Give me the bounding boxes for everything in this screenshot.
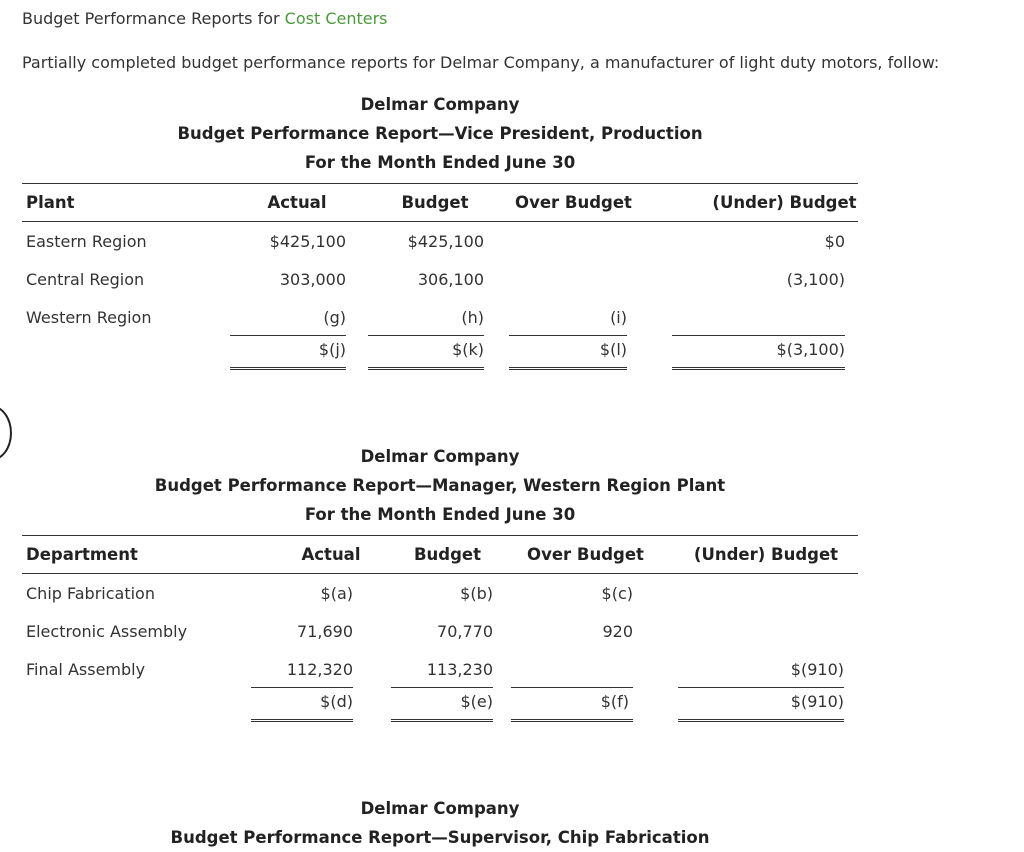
intro-paragraph: Partially completed budget performance reports for Delmar Company, a manufacturer of light duty motors, follow: [22,53,940,72]
cell-under [654,574,858,613]
total-under: $(910) [654,688,858,726]
total-label [22,336,208,374]
col-plant: Plant [22,184,208,222]
row-label: Central Region [26,269,145,289]
row-label: Eastern Region [26,231,147,251]
table-row [22,612,858,650]
total-over: $(f) [493,688,654,726]
cell-budget: 306,100 [417,269,484,289]
col-under-budget: (Under) Budget [651,184,858,222]
cell-over: (i) [484,298,651,336]
report1-table [22,183,858,374]
page-heading [22,9,388,29]
col-under-budget: (Under) Budget [654,536,858,574]
total-actual: $(d) [251,688,372,726]
total-budget: $(k) [346,336,484,374]
report1-header [22,90,858,177]
cell-actual: $(a) [320,583,353,603]
heading-text: Budget Performance Reports for [22,9,285,28]
report2-header-row [22,536,858,574]
cell-under: $(910) [654,650,858,688]
cell-over [484,260,651,298]
report2-period: For the Month Ended June 30 [304,505,576,524]
circle-marker-icon [0,405,12,461]
cell-under [651,298,858,336]
row-label: Final Assembly [26,659,146,679]
col-over-budget: Over Budget [484,184,651,222]
report2-header [22,442,858,529]
report3-title: Budget Performance Report—Supervisor, Chip Fabrication [170,828,710,847]
total-over: $(l) [484,336,651,374]
report1-header-row [22,184,858,222]
cell-actual: 303,000 [279,269,346,289]
table-row [22,574,858,613]
cost-centers-link[interactable]: Cost Centers [284,9,388,28]
report1-company: Delmar Company [360,95,520,114]
cell-over [484,222,651,261]
total-under: $(3,100) [651,336,858,374]
col-budget: Budget [372,536,493,574]
report1-period: For the Month Ended June 30 [304,153,576,172]
table-row [22,298,858,336]
cell-actual: $425,100 [269,231,346,251]
cell-over: 920 [602,621,633,641]
table-row [22,260,858,298]
col-actual: Actual [251,536,372,574]
total-actual: $(j) [208,336,346,374]
cell-under: (3,100) [786,269,845,289]
row-label: Western Region [26,307,152,327]
cell-budget: $425,100 [407,231,484,251]
col-over-budget: Over Budget [493,536,654,574]
report1-title: Budget Performance Report—Vice President, Production [177,124,703,143]
cell-actual: (g) [208,298,346,336]
report2-company: Delmar Company [360,447,520,466]
cell-budget: $(b) [460,583,493,603]
table-row [22,222,858,261]
cell-actual: 71,690 [297,621,353,641]
table-row [22,650,858,688]
cell-over: $(c) [601,583,633,603]
report3-company: Delmar Company [360,799,520,818]
total-budget: $(e) [372,688,493,726]
col-actual: Actual [208,184,346,222]
report3-header [22,794,858,852]
report2-title: Budget Performance Report—Manager, Western Region Plant [154,476,726,495]
cell-under: $0 [824,231,845,251]
col-department: Department [22,536,251,574]
total-row [22,336,858,374]
cell-over [493,650,654,688]
cell-budget: 113,230 [372,650,493,688]
total-row [22,688,858,726]
cell-budget: (h) [346,298,484,336]
cell-actual: 112,320 [251,650,372,688]
report2-table [22,535,858,726]
col-budget: Budget [346,184,484,222]
row-label: Chip Fabrication [26,583,155,603]
cell-under [654,612,858,650]
total-label [22,688,251,726]
row-label: Electronic Assembly [26,621,188,641]
cell-budget: 70,770 [437,621,493,641]
